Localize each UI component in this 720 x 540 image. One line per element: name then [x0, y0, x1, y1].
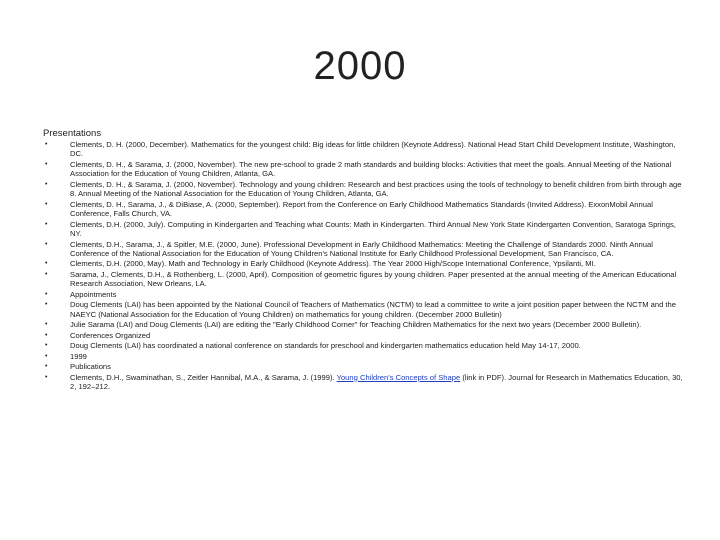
bullet-icon: • — [45, 180, 48, 188]
list-item-text: Appointments — [70, 289, 117, 299]
list-item — [43, 220, 683, 239]
subheading-year — [43, 352, 683, 361]
bullet-icon: • — [45, 141, 48, 148]
bullet-icon: • — [45, 260, 48, 268]
list-item-text: Julie Sarama (LAI) and Doug Clements (LAI) are editing the "Early Childhood Corner" for Teaching Children Mathematics for the next two years (December 2000 Bulletin). — [70, 320, 642, 330]
bullet-icon: • — [45, 363, 48, 371]
list-item — [43, 300, 683, 319]
list-item — [43, 373, 683, 392]
list-item — [43, 320, 683, 329]
subheading-appointments — [43, 290, 683, 299]
bullet-icon: • — [45, 352, 48, 360]
list-item-text-after: (link in PDF). Journal for Research in Mathematics Education, 30, 2, 192–212. — [70, 372, 683, 392]
bullet-icon: • — [45, 301, 48, 309]
bullet-icon: • — [45, 200, 48, 208]
list-item-text: Publications — [70, 362, 111, 372]
list-item — [43, 270, 683, 289]
bullet-icon: • — [45, 331, 48, 339]
list-item-text: Doug Clements (LAI) has coordinated a national conference on standards for preschool and kindergarten mathematics education held May 14-17, 2000. — [70, 341, 581, 351]
bullet-icon: • — [45, 290, 48, 298]
page-title: 2000 — [313, 44, 407, 88]
list-item-text: Clements, D.H., Sarama, J., & Spitler, M.E. (2000, June). Professional Development in Early Childhood Mathematics: Meeting the Challenge of Standards 2000. Ninth Annual Conference of the National Association for the Education of Young Children's National Institute for Early Childhood Professional Development, San Francisco, CA. — [70, 239, 653, 258]
list-item — [43, 259, 683, 268]
list-item — [43, 180, 683, 199]
bullet-icon: • — [45, 270, 48, 278]
list-item-text: Clements, D. H., Sarama, J., & DiBiase, A. (2000, September). Report from the Conference on Early Childhood Mathematics Standards (Invited Address). ExxonMobil Annual Conference, Falls Church, VA. — [70, 199, 653, 219]
list-item-text: Sarama, J., Clements, D.H., & Rothenberg, L. (2000, April). Composition of geometric figures by young children. Paper presented at the annual meeting of the American Educational Research Association, New Orleans, LA. — [70, 269, 677, 289]
list-item-text: 1999 — [70, 351, 87, 361]
bullet-icon: • — [45, 220, 48, 228]
subheading-conferences — [43, 331, 683, 340]
pdf-link[interactable]: Young Children's Concepts of Shape — [336, 372, 461, 382]
list-item-text: Clements, D. H. (2000, December). Mathematics for the youngest child: Big ideas for little children (Keynote Address). National Head Start Child Development Institute, Washington, DC. — [70, 140, 676, 159]
list-item-text-before: Clements, D.H., Swaminathan, S., Zeitler Hannibal, M.A., & Sarama, J. (1999). — [70, 372, 337, 382]
list-item — [43, 341, 683, 350]
list-item-text: Conferences Organized — [70, 330, 151, 340]
content-area — [43, 128, 683, 393]
list-item-text: Clements, D. H., & Sarama, J. (2000, November). The new pre-school to grade 2 math standards and building blocks: Activities that meet the goals. Annual Meeting of the National Association for the Education of Young Children, Atlanta, GA. — [70, 159, 672, 179]
list-item-text: Clements, D. H., & Sarama, J. (2000, November). Technology and young children: Research and best practices using the tools of technology to benefit children from birth through age 8. Annual Meeting of the National Association for the Education of Young Children, Atlanta, GA. — [70, 179, 682, 199]
list-item-text: Clements, D.H. (2000, May). Math and Technology in Early Childhood (Keynote Address). The Year 2000 High/Scope International Conference, Ypsilanti, MI. — [70, 259, 596, 269]
list-item — [43, 140, 683, 159]
section-heading: Presentations — [43, 128, 102, 139]
presentation-list — [43, 140, 683, 392]
bullet-icon: • — [45, 321, 48, 329]
list-item — [43, 200, 683, 219]
bullet-icon: • — [45, 342, 48, 350]
list-item-text: Clements, D.H. (2000, July). Computing in Kindergarten and Teaching what Counts: Math in Kindergarten. Third Annual New York State Kindergarten Convention, Saratoga Springs, NY. — [70, 219, 676, 239]
bullet-icon: • — [45, 373, 48, 381]
list-item — [43, 240, 683, 259]
bullet-icon: • — [45, 160, 48, 168]
bullet-icon: • — [45, 240, 48, 248]
subheading-publications — [43, 362, 683, 371]
list-item — [43, 160, 683, 179]
list-item-text: Doug Clements (LAI) has been appointed by the National Council of Teachers of Mathematics (NCTM) to lead a committee to write a joint position paper between the NCTM and the NAEYC (National Association for the Education of Young Children) on mathematics for young children. (December 2000 Bulletin) — [70, 300, 676, 319]
